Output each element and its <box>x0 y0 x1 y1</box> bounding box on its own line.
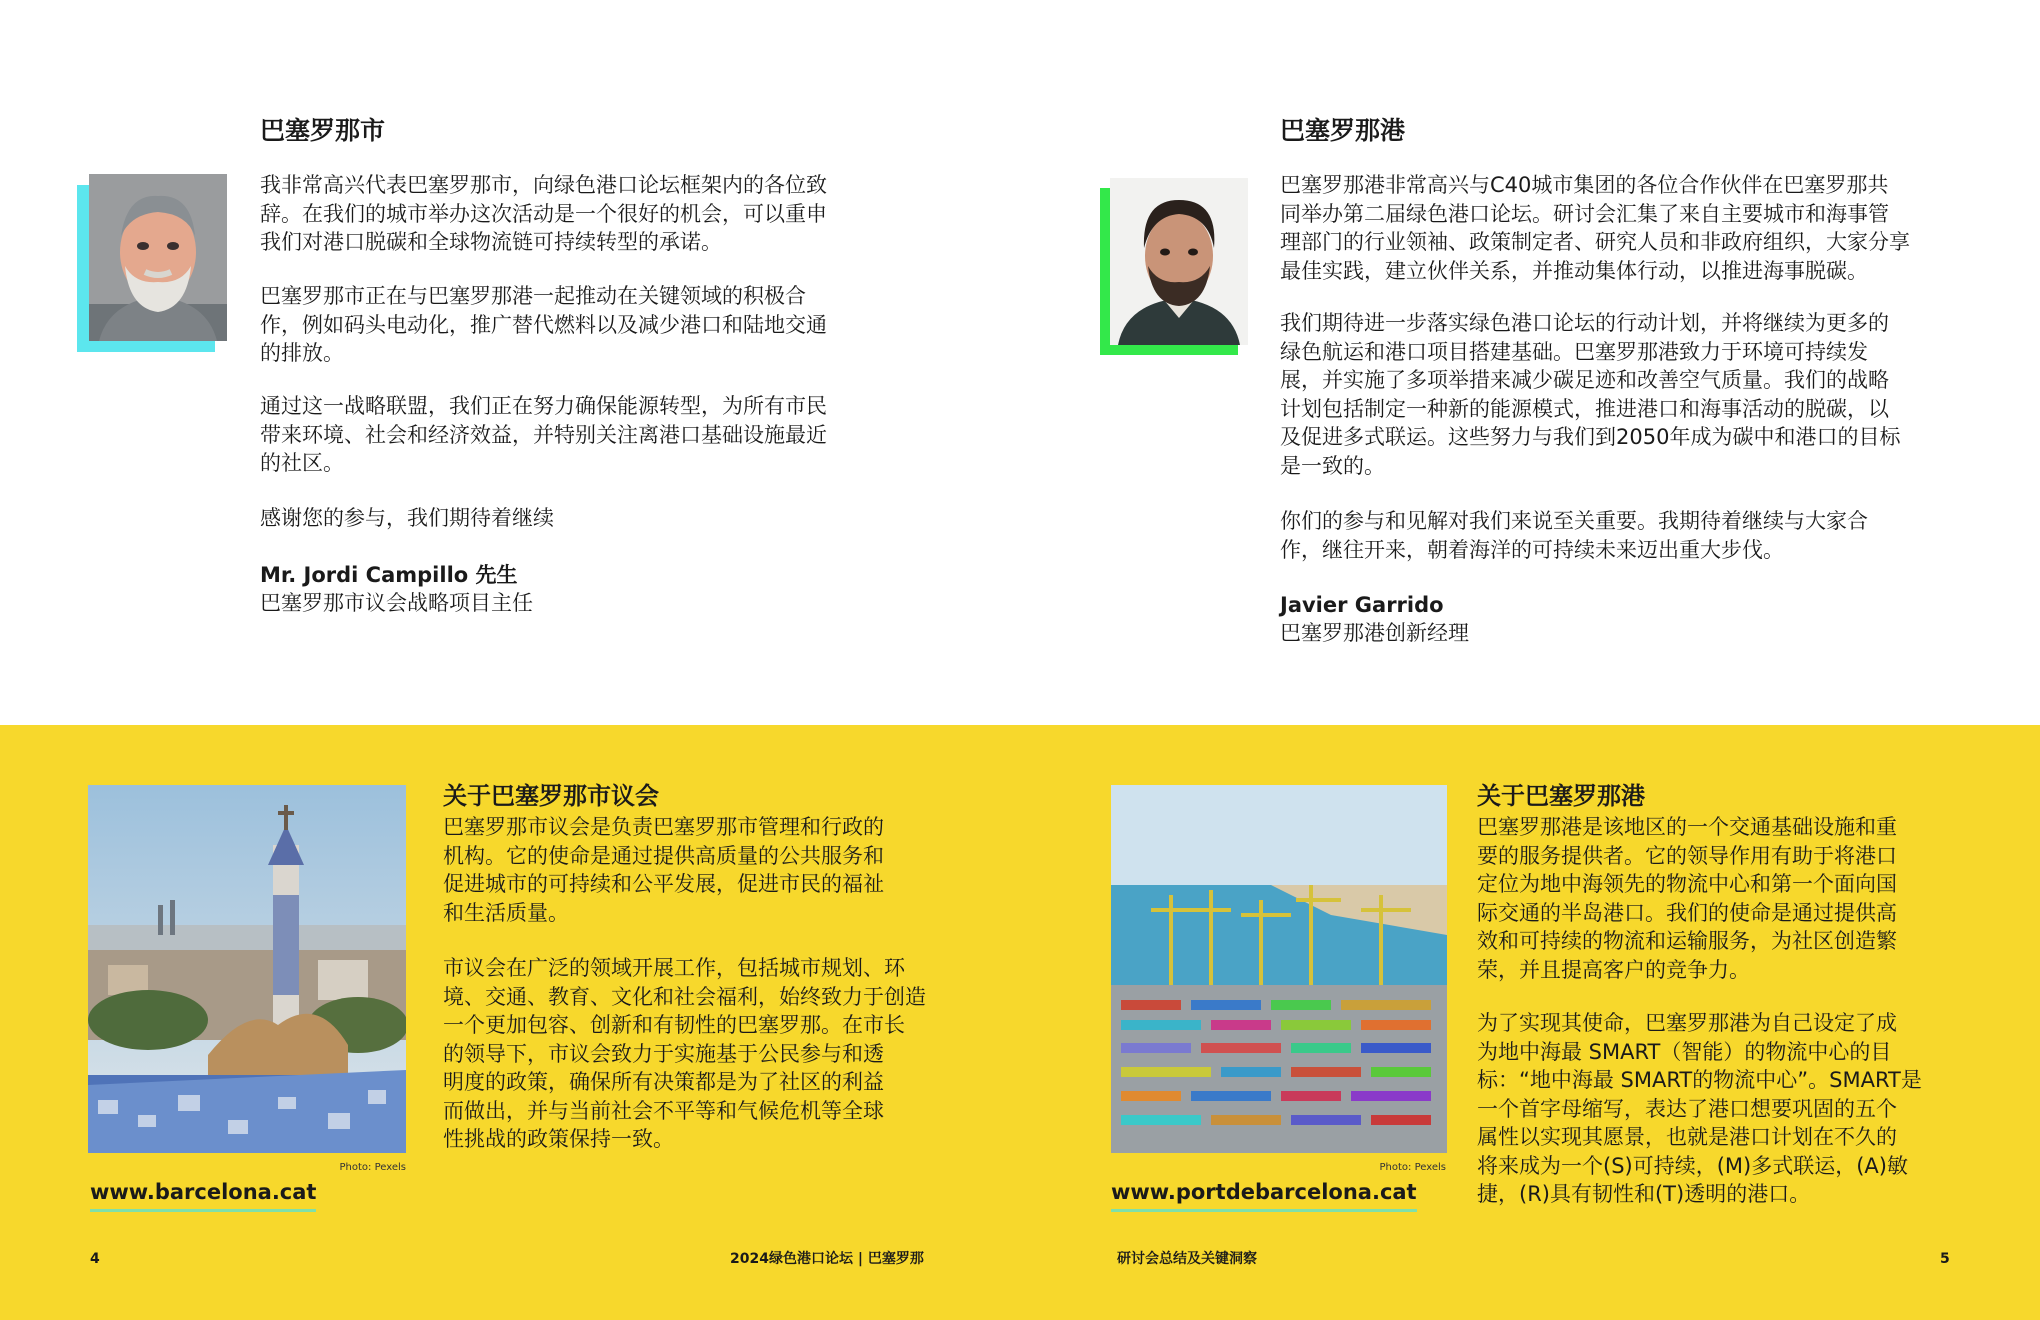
about-port-paragraph-2: 为了实现其使命，巴塞罗那港为自己设定了成 为地中海最 SMART（智能）的物流中心的目 标：“地中海最 SMART的物流中心”。SMART是 一个首字母缩写，表达了港口想要巩固的五个 属性以实现其愿景，也就是港口计划在不久的 将来成为一个(S)可持续，(M)多式联运，(A)敏 捷，(R)具有韧性和(T)透明的港口。 <box>1477 1011 1922 1206</box>
portdebarcelona-cat-link[interactable]: www.portdebarcelona.cat <box>1111 1179 1417 1212</box>
port-message-paragraph-2: 我们期待进一步落实绿色港口论坛的行动计划，并将继续为更多的 绿色航运和港口项目搭建基础。巴塞罗那港致力于环境可持续发 展，并实施了多项举措来减少碳足迹和改善空气质量。我们的战略 计划包括制定一种新的能源模式，推进港口和海事活动的脱碳，以 及促进多式联运。这些努力与我们到2050年成为碳中和港口的目标 是一致的。 <box>1280 311 1901 478</box>
campillo-portrait <box>89 174 227 341</box>
barcelona-park-guell-photo <box>88 785 406 1153</box>
port-message-paragraph-3: 你们的参与和见解对我们来说至关重要。我期待着继续与大家合 作，继往开来，朝着海洋的可持续未来迈出重大步伐。 <box>1280 509 1868 562</box>
about-port-paragraph-1: 巴塞罗那港是该地区的一个交通基础设施和重 要的服务提供者。它的领导作用有助于将港口 定位为地中海领先的物流中心和第一个面向国 际交通的半岛港口。我们的使命是通过提供高 效和可持续的物流和运输服务，为社区创造繁 荣，并且提高客户的竞争力。 <box>1477 815 1897 982</box>
garrido-signature-name: Javier Garrido <box>1280 593 1444 617</box>
campillo-signature-role: 巴塞罗那市议会战略项目主任 <box>260 591 533 615</box>
about-city-paragraph-2: 市议会在广泛的领域开展工作，包括城市规划、环 境、交通、教育、文化和社会福利，始终致力于创造 一个更加包容、创新和有韧性的巴塞罗那。在市长 的领导下，市议会致力于实施基于公民参与和透 明度的政策，确保所有决策都是为了社区的利益 而做出，并与当前社会不平等和气候危机等全球 性挑战的政策保持一致。 <box>443 956 926 1151</box>
campillo-portrait-photo <box>89 174 227 341</box>
left-running-title: 2024绿色港口论坛 | 巴塞罗那 <box>730 1251 924 1267</box>
garrido-signature-role: 巴塞罗那港创新经理 <box>1280 621 1469 645</box>
left-page-number: 4 <box>90 1251 100 1267</box>
park-guell-photo-image <box>88 785 406 1153</box>
campillo-signature-name: Mr. Jordi Campillo 先生 <box>260 563 518 587</box>
city-photo-credit: Photo: Pexels <box>339 1162 406 1173</box>
city-message-paragraph-1: 我非常高兴代表巴塞罗那市，向绿色港口论坛框架内的各位致 辞。在我们的城市举办这次活动是一个很好的机会，可以重申 我们对港口脱碳和全球物流链可持续转型的承诺。 <box>260 173 827 254</box>
city-message-paragraph-4: 感谢您的参与，我们期待着继续 <box>260 506 554 530</box>
garrido-portrait-photo <box>1110 178 1248 345</box>
port-of-barcelona-photo <box>1111 785 1447 1153</box>
port-photo-image <box>1111 785 1447 1153</box>
city-message-title: 巴塞罗那市 <box>260 116 386 145</box>
city-message-paragraph-3: 通过这一战略联盟，我们正在努力确保能源转型，为所有市民 带来环境、社会和经济效益，并特别关注离港口基础设施最近 的社区。 <box>260 394 827 475</box>
right-page-number: 5 <box>1940 1251 1950 1267</box>
port-message-title: 巴塞罗那港 <box>1280 116 1406 145</box>
port-photo-credit: Photo: Pexels <box>1379 1162 1446 1173</box>
about-city-paragraph-1: 巴塞罗那市议会是负责巴塞罗那市管理和行政的 机构。它的使命是通过提供高质量的公共服务和 促进城市的可持续和公平发展，促进市民的福祉 和生活质量。 <box>443 815 884 925</box>
city-message-paragraph-2: 巴塞罗那市正在与巴塞罗那港一起推动在关键领域的积极合 作，例如码头电动化，推广替代燃料以及减少港口和陆地交通 的排放。 <box>260 284 827 365</box>
right-running-title: 研讨会总结及关键洞察 <box>1117 1251 1257 1267</box>
about-city-title: 关于巴塞罗那市议会 <box>443 782 659 810</box>
garrido-portrait <box>1110 178 1248 345</box>
port-message-paragraph-1: 巴塞罗那港非常高兴与C40城市集团的各位合作伙伴在巴塞罗那共 同举办第二届绿色港口论坛。研讨会汇集了来自主要城市和海事管 理部门的行业领袖、政策制定者、研究人员和非政府组织，大家分享 最佳实践，建立伙伴关系，并推动集体行动，以推进海事脱碳。 <box>1280 173 1910 283</box>
barcelona-cat-link[interactable]: www.barcelona.cat <box>90 1179 316 1212</box>
about-port-title: 关于巴塞罗那港 <box>1477 782 1645 810</box>
